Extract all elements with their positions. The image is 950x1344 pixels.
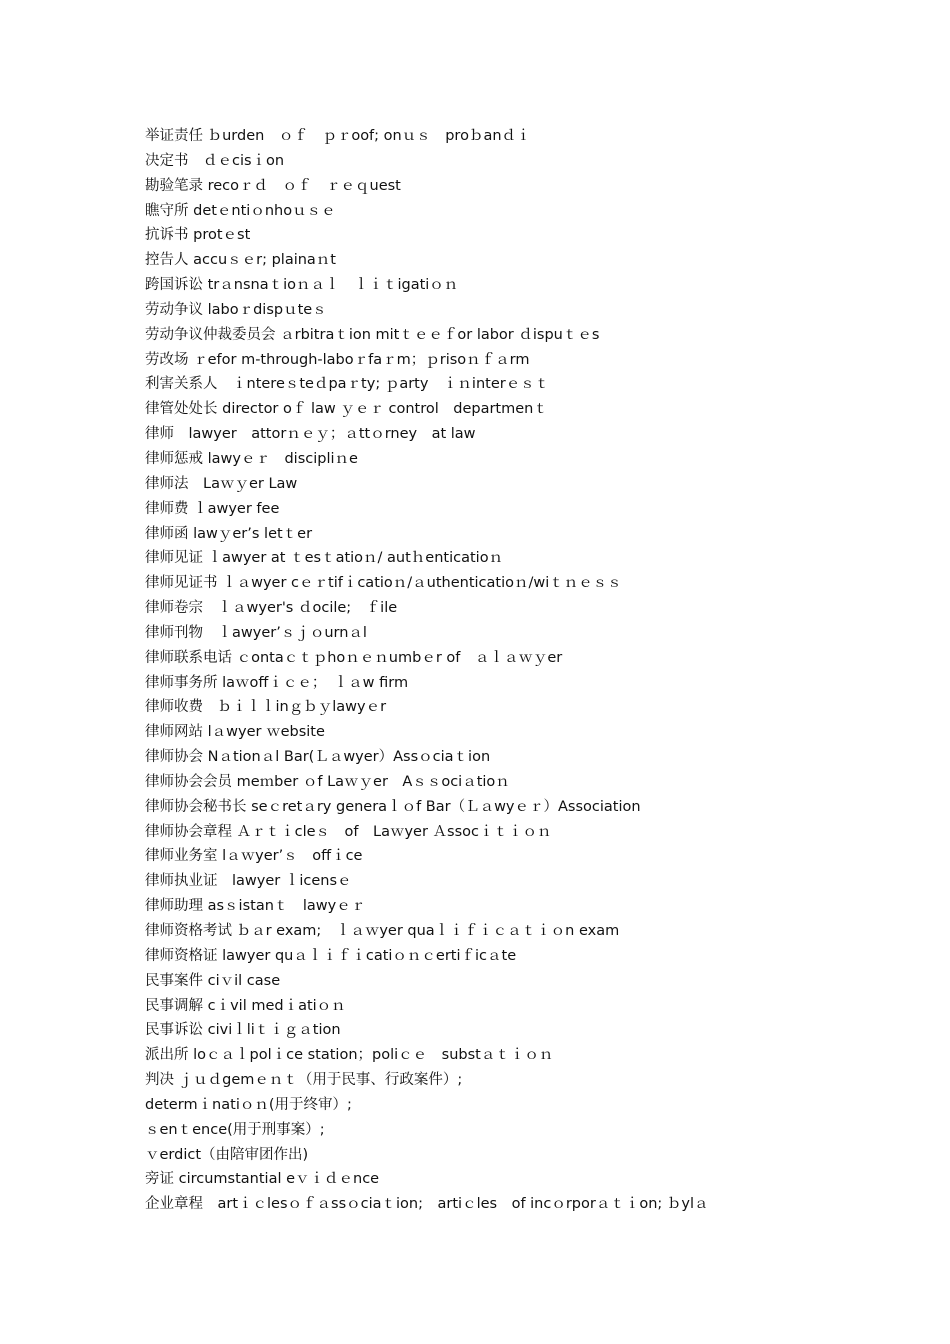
glossary-entry: 派出所 loｃａｌpolｉce station；poliｃｅ substａｔｉｏｎ: [145, 1047, 554, 1064]
glossary-entry: 民事诉讼 civiｌliｔｉｇａtion: [145, 1022, 341, 1039]
glossary-entry: 律师见证书 ｌａwyer cｅｒtifｉcatioｎ/ａuthenticatioｎ/wiｔｎｅｓｓ: [145, 575, 622, 592]
glossary-entry: 律师函 lawｙer’s letｔer: [145, 525, 313, 542]
glossary-entry: 律师卷宗 ｌａwyer's ｄocile; ｆile: [145, 600, 398, 617]
glossary-entry: 劳动争议仲裁委员会 ａrbitraｔion mitｔｅｅｆor labor ｄispuｔｅs: [145, 326, 600, 343]
glossary-entry: 律师助理 asｓistanｔ lawyｅｒ: [145, 898, 366, 915]
glossary-entry: 律师资格考试 ｂａr exam; ｌａｗyer quaｌｉｆｉｃａｔｉｏn exam: [145, 923, 620, 939]
glossary-entry: 律师资格证 lawyer quａｌｉｆｉcatiｏｎｃertiｆicａte: [145, 947, 517, 964]
glossary-entry: ｖerdict（由陪审团作出): [145, 1146, 309, 1163]
glossary-entry: 抗诉书 protｅst: [145, 227, 251, 244]
glossary-entry: 律师见证 ｌawyer at ｔesｔatioｎ/ autｈenticatioｎ: [145, 550, 504, 567]
glossary-entry: 律师协会会员 meｍber ｏf Laｗｙer Aｓｓociａtioｎ: [145, 773, 510, 790]
glossary-entry: 企业章程 artｉｃlesｏｆａssｏciaｔion; artiｃles of incｏrporａｔｉon; ｂylａ: [145, 1196, 709, 1213]
glossary-entry: 律师惩戒 lawyｅｒ discipliｎe: [145, 450, 358, 467]
glossary-entry: 跨国诉讼 trａnsnaｔioｎａｌ ｌｉｔigatiｏｎ: [145, 277, 459, 294]
glossary-entry: 律师协会秘书长 seｃretａry generaｌｏf Bar（Ｌａwyｅｒ）Association: [145, 798, 641, 815]
glossary-entry: 律师执业证 lawyer ｌicensｅ: [145, 873, 352, 890]
glossary-entry: 律师网站 lａwyer ｗebsite: [145, 724, 325, 741]
glossary-entry: 律师协会 Nａtionａl Bar(Ｌａwyer）Assｏciaｔion: [145, 749, 491, 766]
glossary-entry: 律师收费 ｂｉｌｌinｇｂｙlawyｅr: [145, 699, 387, 716]
glossary-entry: 劳动争议 laboｒdispｕteｓ: [145, 301, 327, 318]
glossary-entry: 律管处处长 director oｆ law ｙｅｒ control departmenｔ: [145, 401, 548, 418]
glossary-entry: 控告人 accuｓｅr; plainaｎt: [145, 252, 336, 269]
glossary-entry: 旁证 circumstantial eｖｉｄｅnce: [145, 1171, 380, 1188]
glossary-list: [145, 124, 905, 1217]
glossary-entry: 民事案件 ciｖil case: [145, 972, 281, 989]
glossary-entry: 律师刊物 ｌawyer’ｓｊｏurnａl: [145, 624, 367, 641]
glossary-entry: 律师 lawyer attorｎｅｙ；ａttｏrney at law: [145, 426, 476, 443]
glossary-entry: 民事调解 cｉvil medｉatiｏｎ: [145, 997, 346, 1014]
glossary-entry: ｓenｔence(用于刑事案）;: [145, 1121, 325, 1138]
glossary-entry: 律师法 Laｗｙer Law: [145, 475, 298, 492]
glossary-entry: 律师事务所 laｗoffｉｃｅ； ｌａw firm: [145, 674, 409, 691]
glossary-entry: 律师费 ｌawyer fee: [145, 500, 280, 517]
glossary-entry: 劳改场 ｒefor m-through-laboｒfaｒm；ｐrisoｎｆａrm: [145, 351, 530, 368]
glossary-entry: 律师联系电话 ｃontaｃｔｐhoｎｅｎumbｅr of ａｌａｗｙer: [145, 649, 563, 666]
glossary-entry: 瞧守所 detｅntiｏnhoｕｓｅ: [145, 202, 336, 219]
glossary-entry: 勘验笔录 recoｒｄ ｏｆ ｒｅｑuest: [145, 177, 401, 194]
glossary-entry: 利害关系人 ｉntereｓteｄpaｒty; ｐarty ｉｎinterｅｓｔ: [145, 376, 550, 393]
glossary-entry: 律师业务室 lａｗyer’ｓ offｉce: [145, 848, 363, 865]
glossary-entry: determｉnatiｏｎ(用于终审）;: [145, 1096, 352, 1113]
glossary-entry: 律师协会章程 Ａｒｔｉcleｓ of Laｗyer Ａssocｉｔｉｏｎ: [145, 823, 552, 840]
glossary-entry: 判决 ｊｕｄgemｅｎｔ（用于民事、行政案件）;: [145, 1072, 463, 1089]
glossary-entry: 举证责任 ｂurden ｏｆ ｐｒoof; onｕｓ proｂanｄｉ: [145, 128, 531, 144]
glossary-entry: 决定书 ｄｅcisｉon: [145, 152, 285, 169]
